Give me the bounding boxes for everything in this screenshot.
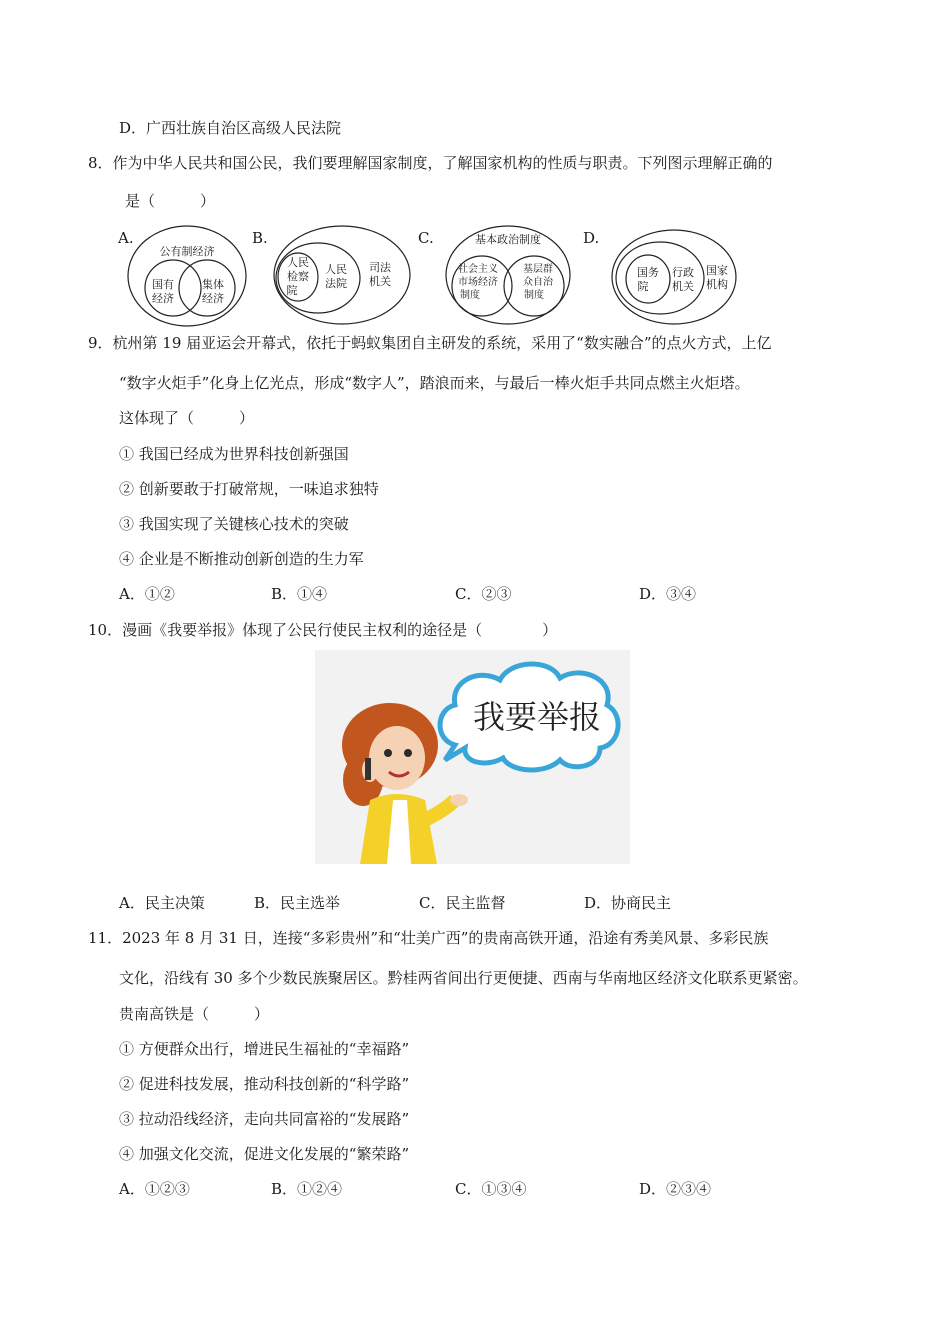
venn-c-left-2: 市场经济 [458,277,498,288]
venn-c-outer-label: 基本政治制度 [475,233,541,246]
q9-option-b: B．①④ [271,585,328,603]
q11-item-4: ④ 加强文化交流，促进文化发展的“繁荣路” [119,1145,410,1163]
venn-d-inner-1: 国务 [637,266,659,279]
comic-illustration [315,650,630,864]
q11-item-1: ① 方便群众出行，增进民生福祉的“幸福路” [119,1040,410,1058]
q11-stem-line1: 11．2023 年 8 月 31 日，连接“多彩贵州”和“壮美广西”的贵南高铁开通，沿途有秀美风景、多彩民族 [88,929,769,947]
venn-c-right-3: 制度 [524,290,544,301]
venn-a-outer [128,226,246,326]
venn-b-inner-1: 人民 [287,256,309,269]
q10-option-b: B．民主选举 [254,894,341,912]
q9-option-c: C．②③ [455,585,512,603]
venn-d-inner [626,255,670,303]
venn-d-outer-2: 机构 [706,278,728,291]
q8-option-b-label: B. [252,229,268,247]
q10-option-c: C．民主监督 [419,894,506,912]
q8-option-c-label: C. [418,229,434,247]
q8-option-d-label: D. [583,229,600,247]
q9-stem-line1: 9．杭州第 19 届亚运会开幕式，依托于蚂蚁集团自主研发的系统，采用了“数实融合”的点火方式，上亿 [88,334,772,352]
q11-option-b: B．①②④ [271,1180,343,1198]
q9-item-2: ② 创新要敢于打破常规，一味追求独特 [119,480,379,498]
q11-item-3: ③ 拉动沿线经济，走向共同富裕的“发展路” [119,1110,410,1128]
q11-stem-line2: 文化，沿线有 30 多个少数民族聚居区。黔桂两省间出行更便捷、西南与华南地区经济文化联系更紧密。 [119,969,808,987]
q9-option-d: D．③④ [639,585,697,603]
venn-b-mid-1: 人民 [325,263,347,276]
q9-item-4: ④ 企业是不断推动创新创造的生力军 [119,550,364,568]
venn-d-inner-2: 院 [637,280,649,293]
q10-option-a: A．民主决策 [119,894,205,912]
q8-venn-d [608,226,740,328]
q9-option-a: A．①② [119,585,175,603]
q11-option-c: C．①③④ [455,1180,527,1198]
venn-a-right-1: 集体 [202,278,224,291]
venn-b-outer-1: 司法 [369,261,391,274]
girl-face [369,726,425,790]
venn-a-outer-label: 公有制经济 [159,245,215,258]
q9-stem-line2: “数字火炬手”化身上亿光点，形成“数字人”，踏浪而来，与最后一棒火炬手共同点燃主火炬塔。 [119,374,750,392]
q8-stem-line1: 8．作为中华人民共和国公民，我们要理解国家制度，了解国家机构的性质与职责。下列图示理解正确的 [88,154,773,172]
comic-image [315,650,630,864]
girl-arm [425,800,455,820]
venn-c-right-2: 众自治 [523,277,553,288]
girl-hand-point [450,794,468,806]
q10-stem: 10．漫画《我要举报》体现了公民行使民主权利的途径是（ ） [88,621,558,639]
q8-venn-c [442,222,574,328]
q10-option-d: D．协商民主 [584,894,672,912]
q8-venn-a [125,224,250,329]
venn-c-left-1: 社会主义 [458,264,498,275]
q9-item-3: ③ 我国实现了关键核心技术的突破 [119,515,349,533]
q11-option-d: D．②③④ [639,1180,712,1198]
phone-icon [365,758,371,780]
q9-stem-line3: 这体现了（ ） [119,409,255,427]
q8-stem-line2: 是（ ） [125,192,216,210]
venn-b-inner-3: 院 [286,284,298,297]
venn-d-mid-1: 行政 [672,266,694,279]
q11-option-a: A．①②③ [119,1180,190,1198]
q7-option-d: D．广西壮族自治区高级人民法院 [119,119,342,137]
q8-option-a-label: A. [118,229,134,247]
q9-item-1: ① 我国已经成为世界科技创新强国 [119,445,349,463]
venn-b-mid-2: 法院 [325,277,347,290]
q11-stem-line3: 贵南高铁是（ ） [119,1005,270,1023]
venn-a-left-1: 国有 [152,278,174,291]
venn-d-outer-1: 国家 [706,264,728,277]
venn-d-mid-2: 机关 [672,280,694,293]
comic-speech-text: 我要举报 [472,698,602,736]
venn-c-right-1: 基层群 [523,264,553,275]
venn-b-inner-2: 检察 [287,270,309,283]
venn-a-left-2: 经济 [152,292,174,305]
q8-venn-b [270,222,415,328]
venn-b-outer-2: 机关 [369,275,391,288]
venn-a-right-2: 经济 [202,292,224,305]
girl-eye-left [384,749,392,757]
girl-eye-right [404,749,412,757]
venn-c-left-3: 制度 [460,290,480,301]
q11-item-2: ② 促进科技发展，推动科技创新的“科学路” [119,1075,410,1093]
